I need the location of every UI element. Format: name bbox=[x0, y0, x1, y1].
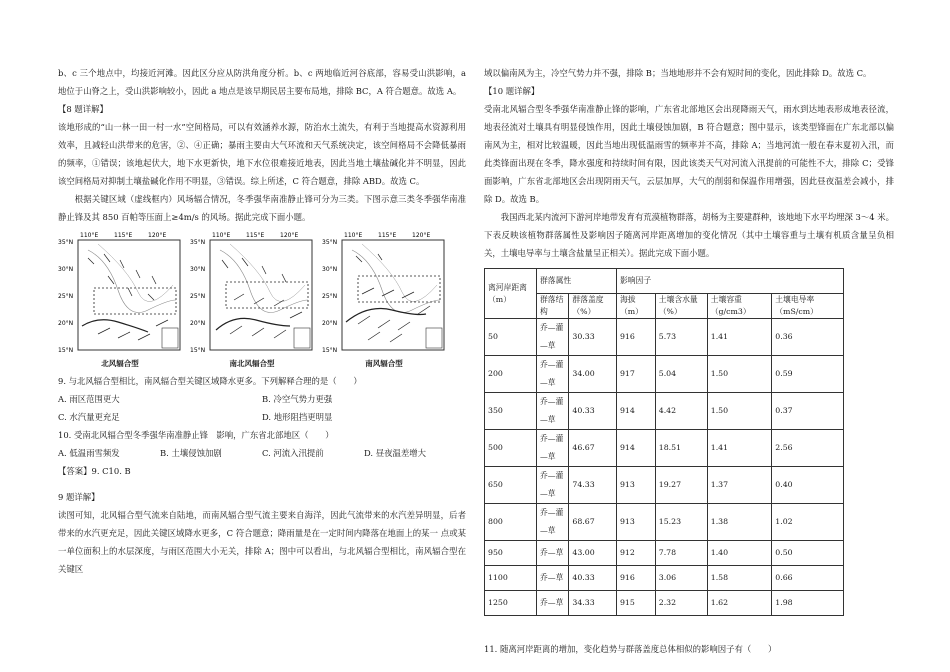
table-cell: 3.06 bbox=[655, 566, 707, 591]
table-cell: 乔—灌—草 bbox=[536, 356, 568, 393]
right-column bbox=[484, 64, 894, 658]
map-south-wind bbox=[322, 230, 446, 370]
table-cell: 800 bbox=[485, 504, 537, 541]
table-cell: 1.62 bbox=[707, 591, 772, 616]
heading-q9-explanation: 9 题详解】 bbox=[58, 492, 100, 502]
heading-q8-explanation: 【8 题详解】 bbox=[58, 104, 108, 114]
table-cell: 2.32 bbox=[655, 591, 707, 616]
table-cell: 350 bbox=[485, 393, 537, 430]
table-cell: 1.98 bbox=[772, 591, 844, 616]
table-body bbox=[485, 319, 844, 616]
table-cell: 2.56 bbox=[772, 430, 844, 467]
question-11: 11. 随离河岸距离的增加，变化趋势与群落盖度总体相似的影响因子有（ ） bbox=[484, 644, 777, 654]
question-9-options bbox=[58, 390, 466, 426]
table-cell: 1.02 bbox=[772, 504, 844, 541]
lat-label: 30°N bbox=[58, 266, 74, 273]
table-cell: 0.50 bbox=[772, 541, 844, 566]
lat-label: 30°N bbox=[190, 266, 206, 273]
table-cell: 916 bbox=[616, 319, 655, 356]
option-c: C. 河流入汛提前 bbox=[262, 448, 324, 458]
table-cell: 916 bbox=[616, 566, 655, 591]
header-coverage: 群落盖度（%） bbox=[569, 294, 617, 319]
table-cell: 1.50 bbox=[707, 393, 772, 430]
table-cell: 4.42 bbox=[655, 393, 707, 430]
table-row bbox=[485, 541, 844, 566]
left-column bbox=[58, 64, 466, 578]
wind-field-maps bbox=[58, 230, 466, 370]
option-d: D. 昼夜温差增大 bbox=[364, 448, 426, 458]
table-cell: 5.04 bbox=[655, 356, 707, 393]
header-soil-moisture: 土壤含水量（%） bbox=[655, 294, 707, 319]
explanation-q9: 读图可知，北风辐合型气流来自陆地，而南风辐合型气流主要来自海洋，因此气流带来的水汽差异明显，后者带来的水汽更充足，因此关键区域降水更多，C 符合题意；降雨量是在一定时间内降落在地面上的某一 点或某一单位面积上的水层深度，与雨区范围大小无关，排除 A；图中可以看出，与北风辐合型相比，南风辐合型在关键区 bbox=[58, 510, 466, 574]
table-cell: 0.37 bbox=[772, 393, 844, 430]
table-cell: 50 bbox=[485, 319, 537, 356]
table-cell: 1.38 bbox=[707, 504, 772, 541]
lat-label: 35°N bbox=[322, 239, 338, 246]
table-cell: 乔—草 bbox=[536, 566, 568, 591]
lat-label: 25°N bbox=[58, 293, 74, 300]
header-structure: 群落结构 bbox=[536, 294, 568, 319]
table-cell: 40.33 bbox=[569, 393, 617, 430]
lon-label: 110°E bbox=[344, 232, 363, 239]
table-cell: 0.66 bbox=[772, 566, 844, 591]
table-cell: 乔—灌—草 bbox=[536, 467, 568, 504]
lat-label: 25°N bbox=[322, 293, 338, 300]
lon-label: 115°E bbox=[246, 232, 265, 239]
lat-label: 35°N bbox=[190, 239, 206, 246]
table-cell: 913 bbox=[616, 467, 655, 504]
table-cell: 46.67 bbox=[569, 430, 617, 467]
table-cell: 912 bbox=[616, 541, 655, 566]
table-cell: 乔—灌—草 bbox=[536, 319, 568, 356]
header-altitude: 海拔（m） bbox=[616, 294, 655, 319]
table-cell: 1.37 bbox=[707, 467, 772, 504]
table-cell: 0.40 bbox=[772, 467, 844, 504]
table-cell: 5.73 bbox=[655, 319, 707, 356]
table-cell: 1.41 bbox=[707, 319, 772, 356]
map-title: 南风辐合型 bbox=[365, 359, 403, 368]
option-b: B. 土壤侵蚀加剧 bbox=[160, 448, 222, 458]
lat-label: 35°N bbox=[58, 239, 74, 246]
table-cell: 200 bbox=[485, 356, 537, 393]
question-10-options bbox=[58, 444, 466, 462]
table-cell: 914 bbox=[616, 430, 655, 467]
table-row bbox=[485, 566, 844, 591]
table-cell: 40.33 bbox=[569, 566, 617, 591]
header-soil-density: 土壤容重（g/cm3） bbox=[707, 294, 772, 319]
table-row bbox=[485, 356, 844, 393]
vegetation-data-table bbox=[484, 268, 844, 616]
explanation-q8: 该地形成的“山一林一田一村一水”空间格局，可以有效涵养水源，防治水土流失，有利于当地提高水资源利用效率，且减轻山洪带来的危害，②、④正确；暴雨主要由大气环流和天气系统决定，该空间格局不会降低暴雨的频率，①错误；该地起伏大，地下水更新快，地下水位很难接近地表，因此当地土壤盐碱化并不明显，因此该空间格局对抑制土壤盐碱化作用不明显，③错误。综上所述，C 符合题意，排除 ABD。故选 C。 bbox=[58, 122, 466, 186]
map-north-south-wind bbox=[190, 230, 314, 370]
header-distance: 离河岸距离（m） bbox=[485, 269, 537, 319]
answer-key: 【答案】9. C10. B bbox=[58, 466, 131, 476]
table-cell: 913 bbox=[616, 504, 655, 541]
table-row bbox=[485, 430, 844, 467]
table-row bbox=[485, 393, 844, 430]
lat-label: 20°N bbox=[58, 320, 74, 327]
header-soil-conductivity: 土壤电导率（mS/cm） bbox=[772, 294, 844, 319]
table-cell: 19.27 bbox=[655, 467, 707, 504]
lon-label: 115°E bbox=[114, 232, 133, 239]
table-cell: 0.36 bbox=[772, 319, 844, 356]
table-cell: 乔—灌—草 bbox=[536, 504, 568, 541]
table-cell: 650 bbox=[485, 467, 537, 504]
table-cell: 914 bbox=[616, 393, 655, 430]
table-cell: 乔—草 bbox=[536, 541, 568, 566]
table-cell: 1100 bbox=[485, 566, 537, 591]
table-cell: 7.78 bbox=[655, 541, 707, 566]
map-north-wind bbox=[58, 230, 182, 370]
lon-label: 110°E bbox=[212, 232, 231, 239]
explanation-q10: 受南北风辐合型冬季强华南准静止锋的影响，广东省北部地区会出现降雨天气，雨水到达地表形成地表径流，地表径流对土壤具有明显侵蚀作用，因此土壤侵蚀加剧，B 符合题意；图中显示，该类型锋面在广东北部以偏南风为主，相对比较温暖，因此当地出现低温雨雪的频率并不高，排除 A；当地河流一般在春末夏初入汛，而此类锋面出现在冬季，降水强度和持续时间有限，因此该类天气对河流入汛提前的可能性不大，排除 C；受锋面影响，广东省北部地区会出现阴雨天气，云层加厚，大气的削弱和保温作用增强，因此昼夜温差会减小，排除 D。故选 B。 bbox=[484, 104, 894, 204]
lon-label: 110°E bbox=[80, 232, 99, 239]
question-9: 9. 与北风辐合型相比，南风辐合型关键区域降水更多。下列解释合理的是（ ） bbox=[58, 376, 362, 386]
table-row bbox=[485, 467, 844, 504]
header-influence-factors: 影响因子 bbox=[616, 269, 843, 294]
option-c: C. 水汽量更充足 bbox=[58, 412, 120, 422]
table-row bbox=[485, 591, 844, 616]
table-cell: 乔—灌—草 bbox=[536, 430, 568, 467]
header-community-attributes: 群落属性 bbox=[536, 269, 616, 294]
map-figure bbox=[58, 230, 182, 356]
lat-label: 30°N bbox=[322, 266, 338, 273]
table-cell: 1.41 bbox=[707, 430, 772, 467]
question-intro-11: 我国西北某内流河下游河岸地带发育有荒漠植物群落，胡杨为主要建群种，该地地下水平均埋深 3～4 米。下表反映该植物群落属性及影响因子随离河岸距离增加的变化情况（其中土壤容重与土壤有机质含量呈负相关，土壤电导率与土壤含盐量呈正相关）。据此完成下面小题。 bbox=[484, 212, 894, 258]
table-cell: 34.33 bbox=[569, 591, 617, 616]
table-cell: 34.00 bbox=[569, 356, 617, 393]
map-title: 北风辐合型 bbox=[101, 359, 139, 368]
table-cell: 915 bbox=[616, 591, 655, 616]
option-d: D. 地形阻挡更明显 bbox=[262, 412, 333, 422]
option-b: B. 冷空气势力更强 bbox=[262, 394, 333, 404]
question-10: 10. 受南北风辐合型冬季强华南准静止锋 影响，广东省北部地区（ ） bbox=[58, 430, 334, 440]
table-cell: 917 bbox=[616, 356, 655, 393]
table-cell: 1.50 bbox=[707, 356, 772, 393]
table-cell: 1.58 bbox=[707, 566, 772, 591]
table-cell: 74.33 bbox=[569, 467, 617, 504]
map-figure bbox=[322, 230, 446, 356]
table-row bbox=[485, 504, 844, 541]
map-title: 南北风辐合型 bbox=[229, 359, 275, 368]
table-cell: 18.51 bbox=[655, 430, 707, 467]
table-cell: 43.00 bbox=[569, 541, 617, 566]
lat-label: 15°N bbox=[190, 347, 206, 354]
heading-q10-explanation: 【10 题详解】 bbox=[484, 86, 540, 96]
table-cell: 1250 bbox=[485, 591, 537, 616]
lat-label: 20°N bbox=[322, 320, 338, 327]
lat-label: 15°N bbox=[58, 347, 74, 354]
table-row bbox=[485, 319, 844, 356]
map-figure bbox=[190, 230, 314, 356]
answer-explanation-7-end: b、c 三个地点中，均接近河滩。因此区分应从防洪角度分析。b、c 两地临近河谷底部，容易受山洪影响，a 地位于山脊之上，受山洪影响较小，因此 a 地点是该早期民居主要布局地，排除 BC，A 符合题意。故选 A。 bbox=[58, 68, 466, 96]
lat-label: 15°N bbox=[322, 347, 338, 354]
table-cell: 0.59 bbox=[772, 356, 844, 393]
table-cell: 500 bbox=[485, 430, 537, 467]
explanation-q9-end: 域以偏南风为主，冷空气势力并不强，排除 B；当地地形并不会有短时间的变化，因此排除 D。故选 C。 bbox=[484, 68, 872, 78]
table-cell: 乔—灌—草 bbox=[536, 393, 568, 430]
question-intro-9-10: 根据关键区域（虚线框内）风场辐合情况，冬季强华南准静止锋可分为三类。下图示意三类冬季强华南准静止锋及其 850 百帕等压面上≥4m/s 的风场。据此完成下面小题。 bbox=[58, 194, 466, 222]
table-cell: 68.67 bbox=[569, 504, 617, 541]
lat-label: 25°N bbox=[190, 293, 206, 300]
table-cell: 1.40 bbox=[707, 541, 772, 566]
lon-label: 115°E bbox=[378, 232, 397, 239]
lat-label: 20°N bbox=[190, 320, 206, 327]
table-cell: 乔—草 bbox=[536, 591, 568, 616]
lon-label: 120°E bbox=[280, 232, 299, 239]
table-subheader-row bbox=[485, 294, 844, 319]
table-cell: 15.23 bbox=[655, 504, 707, 541]
table-header-row bbox=[485, 269, 844, 294]
lon-label: 120°E bbox=[412, 232, 431, 239]
table-cell: 950 bbox=[485, 541, 537, 566]
lon-label: 120°E bbox=[148, 232, 167, 239]
table-cell: 30.33 bbox=[569, 319, 617, 356]
option-a: A. 雨区范围更大 bbox=[58, 394, 120, 404]
option-a: A. 低温雨雪频发 bbox=[58, 448, 120, 458]
